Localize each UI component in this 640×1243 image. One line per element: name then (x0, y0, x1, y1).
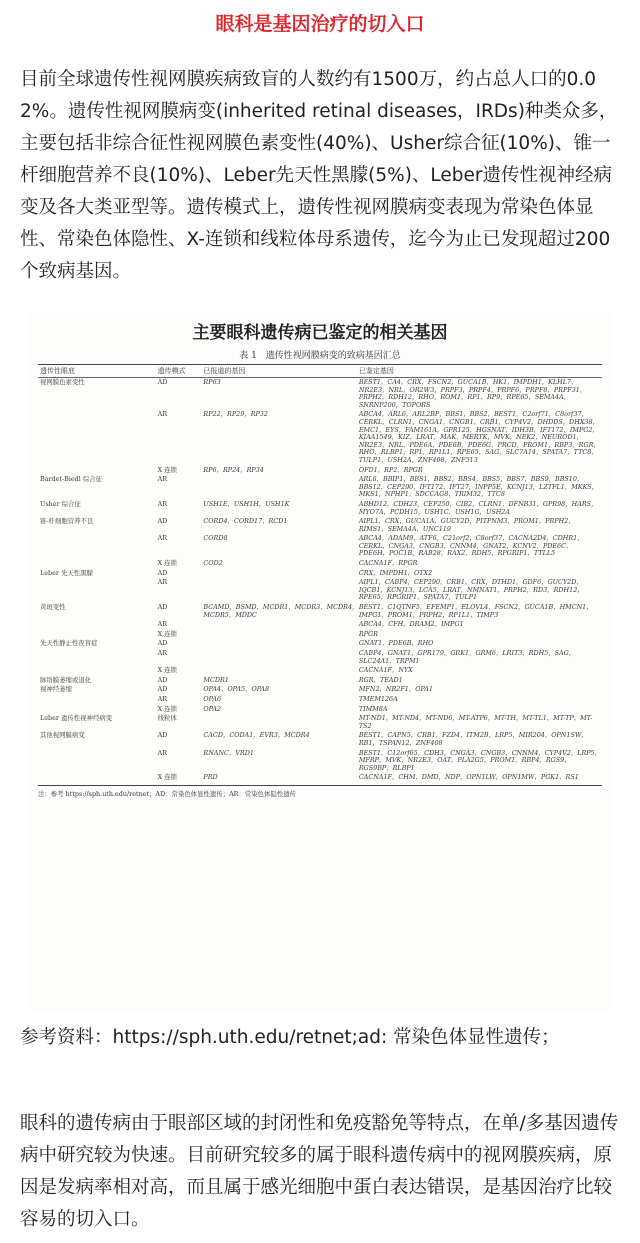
identified-genes-cell: BEST1，C1QTNF5，EFEMP1，ELOVL4，FSCN2，GUCA1B，HMCN1，IMPG1，PROM1，PRPH2，RP1L1，TIMP3 (358, 603, 593, 619)
reported-genes-cell: RP6，RP24，RP34 (203, 465, 264, 474)
identified-genes-cell: BEST1，CA4，CRX，FSCN2，GUCA1B，HK1，IMPDH1，KLHL7，NR2E3，NRL，OR2W3，PRPF3，PRPF4，PRPF6，PRPF8，PRPF31，PRPH2，RDH12，RHO，ROM1，RP1，RP9，RPE65，SEMA4A，SNRNP200，TOPORS (358, 378, 587, 409)
identified-genes-cell: BEST1，CAPN5，CRB1，FZD4，ITM2B，LRP5，MIR204，OPN1SW，RB1，TSPAN12，ZNF408 (358, 731, 588, 747)
identified-genes-cell: TMEM126A (358, 694, 398, 703)
reported-genes-cell: CACD，CODA1，EVR3，MCDR4 (203, 731, 310, 740)
reported-genes-cell (203, 715, 358, 730)
table-row (38, 773, 602, 783)
table-note: 注：参考 https://sph.uth.edu/retnet；AD：常染色体显性遗传；AR：常染色体隐性遗传 (38, 785, 602, 798)
identified-genes-cell: ABCA4，ADAM9，ATF6，C21orf2，C8orf37，CACNA2D4，CDHR1，CERKL，CNGA3，CNGB3，CNNM4，GNAT2，KCNV2，PDE6C，PDE6H，POC1B，RAB28，RAX2，RDH5，RPGRIP1，TTLL5 (358, 534, 584, 558)
figure-title: 主要眼科遗传病已鉴定的相关基因 (192, 323, 448, 343)
mode-cell: AR (157, 649, 168, 657)
reported-genes-cell (203, 631, 358, 639)
table-row (38, 695, 602, 705)
reported-genes-cell (203, 579, 358, 602)
table-row (38, 559, 602, 569)
mode-cell: AD (157, 639, 168, 648)
mode-cell: AR (157, 475, 168, 484)
reported-genes-cell: OPA4，OPA5，OPA8 (203, 685, 270, 694)
reported-genes-cell (203, 570, 358, 578)
identified-genes-cell: CACNA1F，RPGR (358, 559, 418, 568)
table-row (38, 378, 602, 410)
disease-cell: 脉络膜萎缩或退化 (40, 675, 92, 684)
identified-genes-cell: TIMM8A (358, 704, 388, 713)
mode-cell: AR (157, 620, 168, 629)
disease-cell (38, 706, 158, 714)
mode-cell: AD (157, 685, 168, 694)
identified-genes-cell: BEST1，C12orf65，CDH3，CNGA3，CNGB3，CNNM4，CYP4V2，LRP5，MFRP，MVK，NR2E3，OAT，PLA2G5，PROM1，RBP4，RGS9，RGS9BP，RLBP1 (358, 748, 602, 772)
col-header-identified: 已鉴定基因 (358, 367, 394, 375)
identified-genes-cell: AIPL1，CABP4，CEP290，CRB1，CRX，DTHD1，GDF6，GUCY2D，IQCB1，KCNJ13，LCA5，LRAT，NMNAT1，PRPH2，RD3，RDH12，RPE65，RPGRIP1，SPATA7，TULP1 (358, 578, 584, 602)
reported-genes-cell: PRD (203, 773, 218, 782)
table-row (38, 517, 602, 534)
table-row (38, 475, 602, 500)
table-row (38, 649, 602, 666)
reference-paragraph: 参考资料：https://sph.uth.edu/retnet;ad: 常染色体显性遗传； (20, 1027, 560, 1048)
reported-genes-cell (203, 621, 358, 629)
disease-cell: 先天性静止性夜盲症 (40, 639, 98, 648)
reported-genes-cell: CORD8 (203, 534, 228, 543)
disease-cell: Leber 遗传性视神经病变 (40, 714, 113, 723)
mode-cell: AR (157, 748, 168, 757)
disease-cell (38, 579, 158, 602)
reported-genes-cell: USH1E，USH1H，USH1K (203, 499, 290, 508)
col-header-reported: 已报道的基因 (203, 367, 246, 375)
mode-cell: X 连锁 (157, 704, 177, 713)
table-row (38, 714, 602, 731)
table-row (38, 410, 602, 465)
reported-genes-cell: RP63 (203, 378, 221, 386)
gene-table-figure (30, 312, 610, 1012)
disease-cell: Leber 先天性黑朦 (40, 568, 93, 577)
mode-cell: X 连锁 (157, 559, 177, 568)
table-row (38, 731, 602, 748)
identified-genes-cell: CACNA1F，CHM，DMD，NDP，OPN1LW，OPN1MW，PGK1，RS1 (358, 773, 579, 782)
disease-cell (38, 621, 158, 629)
reported-genes-cell (203, 667, 358, 675)
identified-genes-cell: CRX，IMPDH1，OTX2 (358, 568, 433, 577)
page-title: 眼科是基因治疗的切入口 (215, 13, 425, 35)
reported-genes-cell (203, 640, 358, 648)
disease-cell (38, 667, 158, 675)
identified-genes-cell: MFN2，NR2F1，OPA1 (358, 685, 433, 694)
reported-genes-cell: OPA2 (203, 704, 222, 713)
identified-genes-cell: ABHD12，CDH23，CEP250，CIB2，CLRN1，DFNB31，GPR98，HARS，MYO7A，PCDH15，USH1C，USH1G，USH2A (358, 499, 598, 516)
table-row (38, 569, 602, 579)
disease-cell (38, 411, 158, 464)
table-row (38, 666, 602, 676)
table-row (38, 639, 602, 649)
disease-cell: Bardet-Biedl 综合征 (40, 475, 103, 484)
identified-genes-cell: MT-ND1，MT-ND4，MT-ND6，MT-ATP6，MT-TH，MT-TL1，MT-TP，MT-TS2 (358, 714, 593, 730)
reported-genes-cell: CORD4，CORD17，RCD1 (203, 517, 288, 526)
mode-cell: AD (157, 603, 168, 612)
identified-genes-cell: ABCA4，ARL6，ARL2BP，BBS1，BBS2，BEST1，C2orf71，C8orf37，CERKL，CLRN1，CNGA1，CNGB1，CRB1，CYP4V2，DHDDS，DHX38，EMC1，EYS，FAM161A，GPR125，HGSNAT，IDH3B，IFT172，IMPG2，KIAA1549，KIZ，LRAT，MAK，MERTK，MVK，NEK2，NEUROD1，NR2E3，NRL，PDE6A，PDE6B，PDE6G，PRCD，PROM1，RBP3，RGR，RHO，RLBP1，RP1，RP1L1，RPE65，SAG，SLC7A14，SPATA7，TTC8，TULP1，USH2A，ZNF408，ZNF513 (358, 410, 600, 464)
table-row (38, 676, 602, 686)
disease-cell: 黄斑变性 (40, 603, 66, 612)
intro-paragraph: 目前全球遗传性视网膜疾病致盲的人数约有1500万，约占总人口的0.02%。遗传性视网膜病变(inherited retinal diseases，IRDs)种类众多，主要包括非综合征性视网膜色素变性(40%)、Usher综合征(10%)、锥一杆细胞营养不良(10%)、Leber先天性黑朦(5%)、Leber遗传性视神经病变及各大类亚型等。遗传模式上，遗传性视网膜病变表现为常染色体显性、常染色体隐性、X-连锁和线粒体母系遗传，迄今为止已发现超过200个致病基因。 (20, 69, 618, 282)
disease-cell (38, 560, 158, 568)
disease-cell: Usher 综合征 (40, 499, 81, 508)
table-body (38, 378, 602, 783)
table-row (38, 749, 602, 774)
mode-cell: AD (157, 731, 168, 740)
mode-cell: AR (157, 499, 168, 508)
disease-cell (38, 535, 158, 558)
table-row (38, 630, 602, 640)
table-header (38, 364, 602, 378)
mode-cell: X 连锁 (157, 773, 177, 782)
table-row (38, 603, 602, 620)
reported-genes-cell (203, 476, 358, 499)
identified-genes-cell: CABP4，GNAT1，GPR179，GRK1，GRM6，LRIT3，RDH5，SAG，SLC24A1，TRPM1 (358, 649, 576, 665)
reported-genes-cell: RNANC，VRD1 (203, 748, 254, 757)
identified-genes-cell: CACNA1F，NYX (358, 666, 413, 675)
reported-genes-cell: BCAMD，BSMD，MCDR1，MCDR3，MCDR4，MCDR5，MDDC (203, 603, 359, 619)
identified-genes-cell: ARL6，BBIP1，BBS1，BBS2，BBS4，BBS5，BBS7，BBS9，BBS10，BBS12，CEP290，IFT172，IFT27，INPP5E，KCNJ13，LZTFL1，MKKS，MKS1，NPHP1，SDCCAG8，TRIM32，TTC8 (358, 475, 599, 499)
reported-genes-cell: OPA6 (203, 694, 222, 703)
identified-genes-cell: AIPL1，CRX，GUCA1A，GUCY2D，PITPNM3，PROM1，PRPH2，RIMS1，SEMA4A，UNC119 (358, 517, 575, 533)
table-row (38, 620, 602, 630)
disease-cell (38, 467, 158, 475)
disease-cell (38, 750, 158, 773)
mode-cell: AD (157, 675, 168, 684)
disease-cell: 视神经萎缩 (40, 685, 72, 694)
table-row (38, 578, 602, 603)
mode-cell: AR (157, 578, 168, 587)
disease-cell (38, 696, 158, 704)
mode-cell: AD (157, 517, 168, 526)
disease-cell: 其他视网膜病变 (40, 731, 85, 740)
identified-genes-cell: RGR，TEAD1 (358, 675, 403, 684)
table-caption: 表 1 遗传性视网膜病变的致病基因汇总 (239, 351, 401, 361)
identified-genes-cell: RPGR (358, 629, 378, 638)
col-header-disease: 遗传性眼底 (40, 367, 75, 375)
reported-genes-cell: RP22，RP29，RP32 (203, 410, 268, 419)
identified-genes-cell: ABCA4，CFH，DRAM2，IMPG1 (358, 620, 464, 629)
disease-cell: 视网膜色素变性 (40, 378, 85, 386)
reported-genes-cell: MCDR1 (203, 675, 229, 684)
reported-genes-cell (203, 650, 358, 665)
col-header-mode: 遗传模式 (157, 367, 186, 375)
mode-cell: X 连锁 (157, 465, 177, 474)
table-row (38, 534, 602, 559)
table-row (38, 685, 602, 695)
mode-cell: 线粒体 (157, 714, 177, 723)
mode-cell: AD (157, 568, 168, 577)
mode-cell: AR (157, 410, 168, 419)
mode-cell: AR (157, 694, 168, 703)
reported-genes-cell: COD2 (203, 559, 223, 568)
mode-cell: AD (157, 378, 168, 386)
disease-cell (38, 631, 158, 639)
table-row (38, 705, 602, 715)
mode-cell: AR (157, 534, 168, 543)
disease-cell: 锥-杆细胞营养不良 (40, 517, 94, 526)
gene-table (38, 364, 602, 798)
outro-paragraph: 眼科的遗传病由于眼部区域的封闭性和免疫豁免等特点，在单/多基因遗传病中研究较为快速。目前研究较多的属于眼科遗传病中的视网膜疾病，原因是发病率相对高，而且属于感光细胞中蛋白表达错误，是基因治疗比较容易的切入口。 (20, 1113, 619, 1230)
disease-cell (38, 774, 158, 782)
mode-cell: X 连锁 (157, 629, 177, 638)
disease-cell (38, 650, 158, 665)
table-row (38, 466, 602, 476)
identified-genes-cell: GNAT1，PDE6B，RHO (358, 639, 434, 648)
mode-cell: X 连锁 (157, 666, 177, 675)
identified-genes-cell: OFD1，RP2，RPGR (358, 465, 423, 474)
table-row (38, 500, 602, 517)
